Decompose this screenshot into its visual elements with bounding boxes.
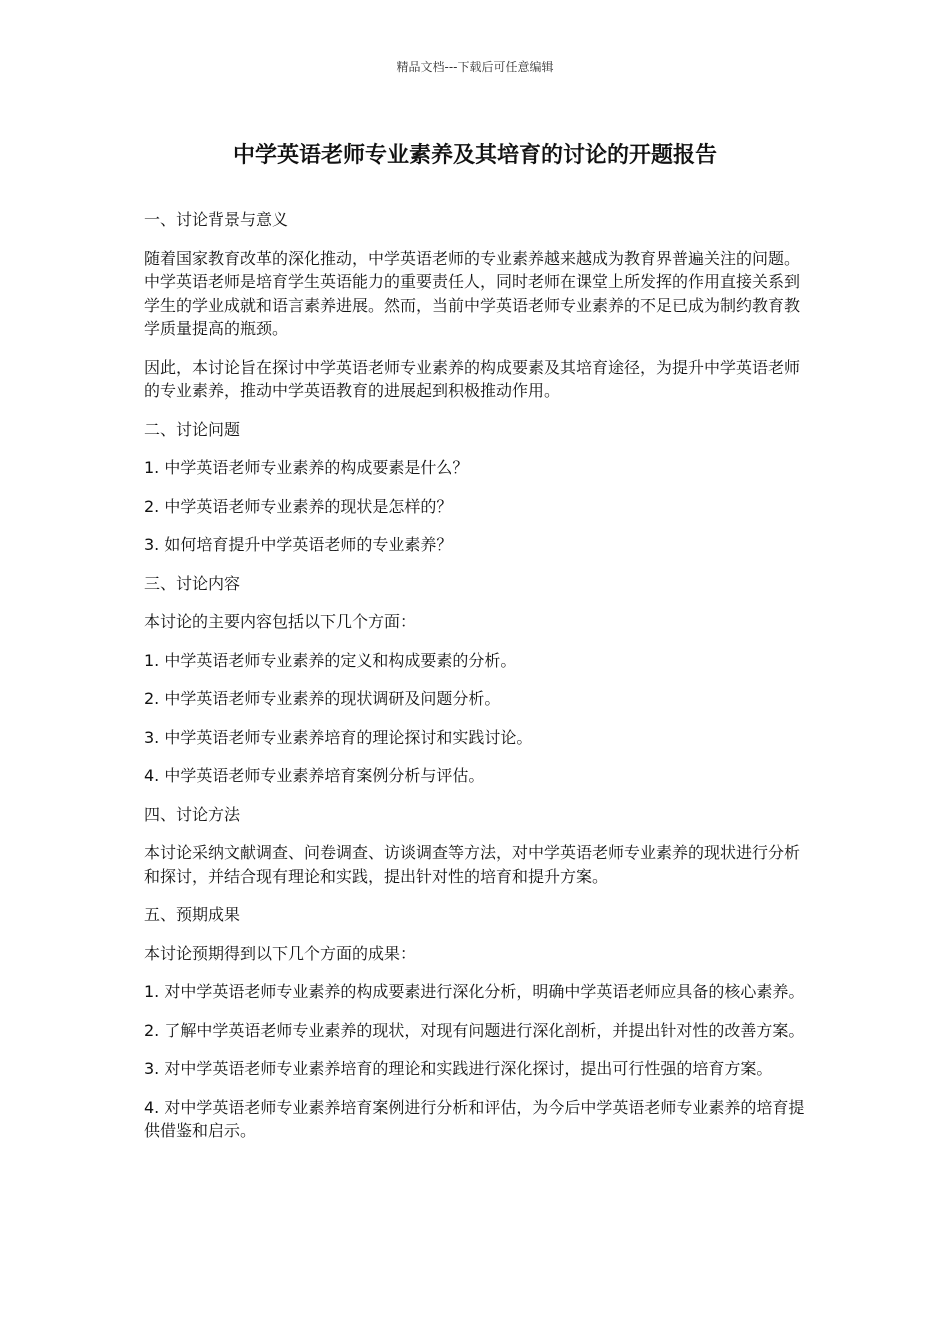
- paragraph-purpose: 因此，本讨论旨在探讨中学英语老师专业素养的构成要素及其培育途径，为提升中学英语老师的专业素养，推动中学英语教育的进展起到积极推动作用。: [144, 357, 801, 400]
- content-item-3: 3. 中学英语老师专业素养培育的理论探讨和实践讨论。: [144, 727, 533, 747]
- header-note: 精品文档---下载后可任意编辑: [396, 60, 554, 74]
- content-item-4: 4. 中学英语老师专业素养培育案例分析与评估。: [144, 766, 485, 785]
- paragraph-outcomes-intro: 本讨论预期得到以下几个方面的成果：: [144, 943, 417, 963]
- section-heading-outcomes: 五、预期成果: [144, 905, 241, 924]
- outcome-item-1: 1. 对中学英语老师专业素养的构成要素进行深化分析，明确中学英语老师应具备的核心素养。: [144, 982, 805, 1001]
- paragraph-methods: 本讨论采纳文献调查、问卷调查、访谈调查等方法，对中学英语老师专业素养的现状进行分析和探讨，并结合现有理论和实践，提出针对性的培育和提升方案。: [144, 843, 801, 886]
- section-heading-methods: 四、讨论方法: [144, 804, 241, 824]
- content-item-1: 1. 中学英语老师专业素养的定义和构成要素的分析。: [144, 650, 517, 670]
- paragraph-content-intro: 本讨论的主要内容包括以下几个方面：: [144, 612, 417, 631]
- section-heading-background: 一、讨论背景与意义: [144, 210, 289, 229]
- outcome-item-3: 3. 对中学英语老师专业素养培育的理论和实践进行深化探讨，提出可行性强的培育方案。: [144, 1059, 773, 1078]
- question-item-3: 3. 如何培育提升中学英语老师的专业素养？: [144, 535, 453, 554]
- paragraph-background: 随着国家教育改革的深化推动，中学英语老师的专业素养越来越成为教育界普遍关注的问题。中学英语老师是培育学生英语能力的重要责任人，同时老师在课堂上所发挥的作用直接关系到学生的学业成就和语言素养进展。然而，当前中学英语老师专业素养的不足已成为制约教育教学质量提高的瓶颈。: [144, 248, 801, 338]
- question-item-1: 1. 中学英语老师专业素养的构成要素是什么？: [144, 458, 469, 477]
- section-heading-questions: 二、讨论问题: [144, 419, 241, 439]
- outcome-item-4: 4. 对中学英语老师专业素养培育案例进行分析和评估，为今后中学英语老师专业素养的培育提供借鉴和启示。: [144, 1097, 805, 1140]
- document-title: 中学英语老师专业素养及其培育的讨论的开题报告: [232, 143, 717, 168]
- document-body: [144, 208, 806, 1158]
- content-item-2: 2. 中学英语老师专业素养的现状调研及问题分析。: [144, 689, 501, 708]
- outcome-item-2: 2. 了解中学英语老师专业素养的现状，对现有问题进行深化剖析，并提出针对性的改善方案。: [144, 1020, 805, 1040]
- question-item-2: 2. 中学英语老师专业素养的现状是怎样的？: [144, 496, 453, 516]
- section-heading-content: 三、讨论内容: [144, 573, 241, 593]
